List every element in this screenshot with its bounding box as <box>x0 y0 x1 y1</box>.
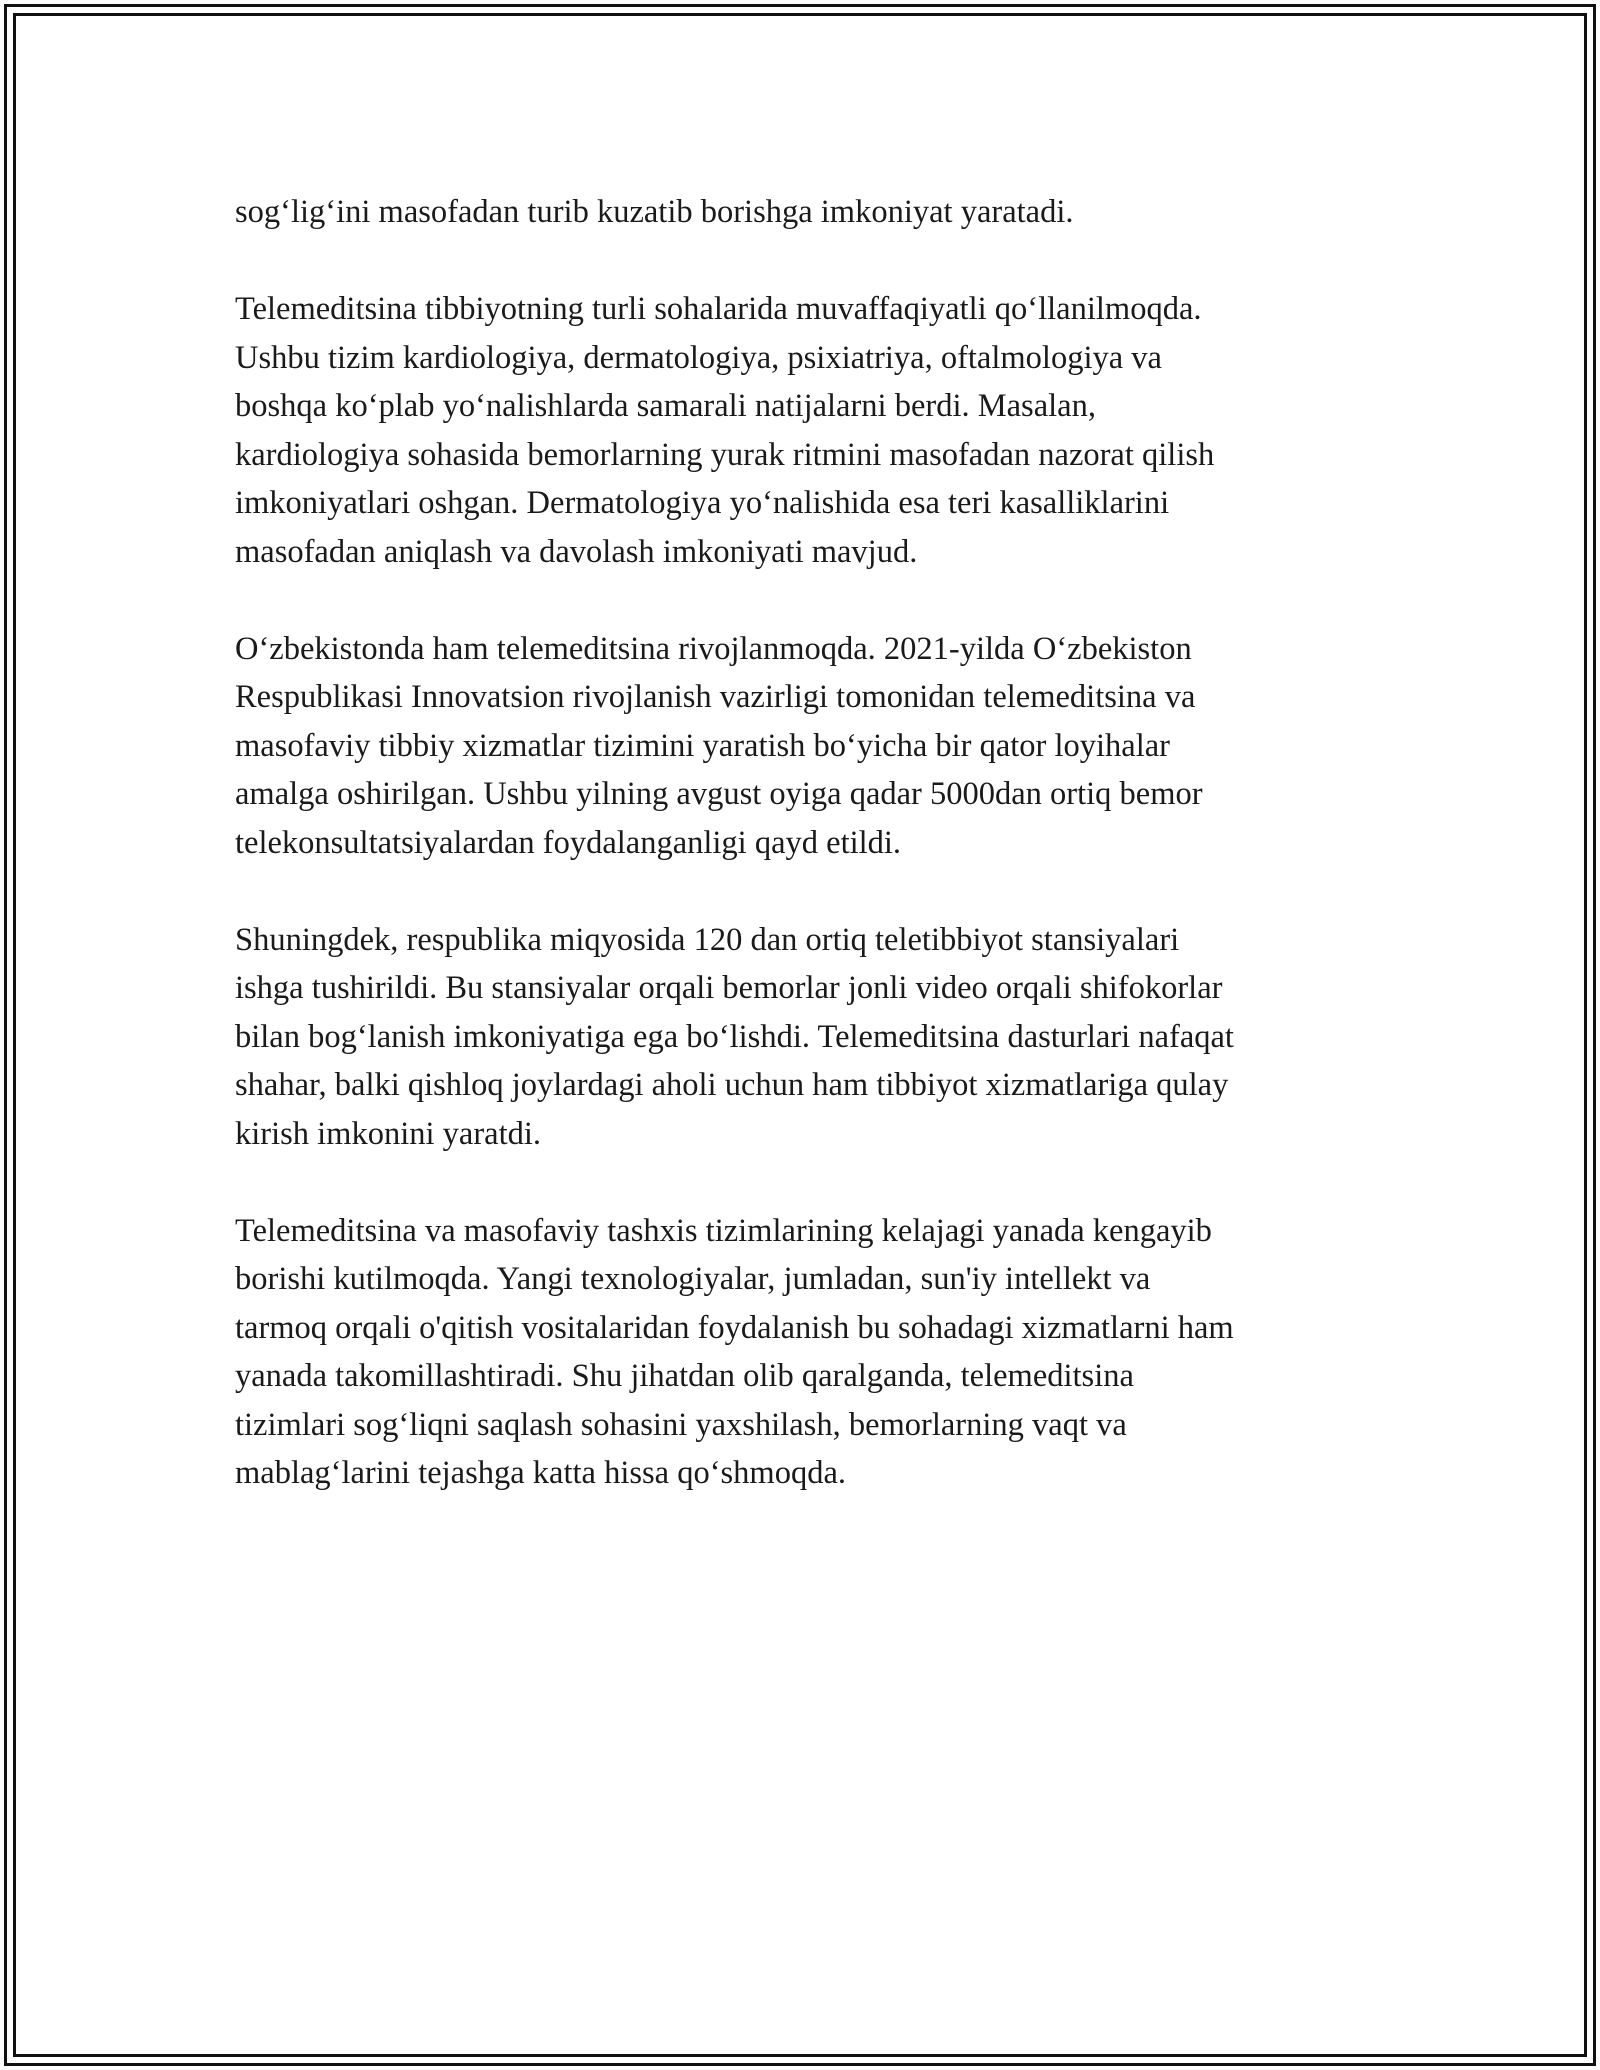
paragraph-4 <box>235 916 1385 1159</box>
text-line: masofaviy tibbiy xizmatlar tizimini yaratish bo‘yicha bir qator loyihalar <box>235 727 1171 764</box>
text-line: Respublikasi Innovatsion rivojlanish vazirligi tomonidan telemeditsina va <box>235 679 1196 715</box>
text-line: bilan bog‘lanish imkoniyatiga ega bo‘lishdi. Telemeditsina dasturlari nafaqat <box>235 1018 1234 1055</box>
text-line: tarmoq orqali o'qitish vositalaridan foydalanish bu sohadagi xizmatlarni ham <box>235 1309 1234 1346</box>
paragraph-5 <box>235 1207 1385 1498</box>
text-line: kardiologiya sohasida bemorlarning yurak ritmini masofadan nazorat qilish <box>235 436 1215 473</box>
text-line: boshqa ko‘plab yo‘nalishlarda samarali natijalarni berdi. Masalan, <box>235 388 1096 424</box>
text-line: Shuningdek, respublika miqyosida 120 dan ortiq teletibbiyot stansiyalari <box>235 921 1180 958</box>
text-line: Telemeditsina tibbiyotning turli sohalarida muvaffaqiyatli qo‘llanilmoqda. <box>235 291 1202 327</box>
text-line: imkoniyatlari oshgan. Dermatologiya yo‘nalishida esa teri kasalliklarini <box>235 485 1170 521</box>
text-line: shahar, balki qishloq joylardagi aholi uchun ham tibbiyot xizmatlariga qulay <box>235 1067 1229 1103</box>
text-line: amalga oshirilgan. Ushbu yilning avgust oyiga qadar 5000dan ortiq bemor <box>235 776 1203 812</box>
text-line: telekonsultatsiyalardan foydalanganligi qayd etildi. <box>235 824 902 861</box>
text-line: yanada takomillashtiradi. Shu jihatdan olib qaralganda, telemeditsina <box>235 1358 1134 1394</box>
paragraph-1 <box>235 188 1385 237</box>
text-line: mablag‘larini tejashga katta hissa qo‘shmoqda. <box>235 1455 847 1491</box>
text-line: Ushbu tizim kardiologiya, dermatologiya, psixiatriya, oftalmologiya va <box>235 339 1162 376</box>
text-line: masofadan aniqlash va davolash imkoniyati mavjud. <box>235 533 918 570</box>
text-line: tizimlari sog‘liqni saqlash sohasini yaxshilash, bemorlarning vaqt va <box>235 1406 1127 1443</box>
text-line: O‘zbekistonda ham telemeditsina rivojlanmoqda. 2021-yilda O‘zbekiston <box>235 630 1192 667</box>
text-line: kirish imkonini yaratdi. <box>235 1115 542 1152</box>
text-line: ishga tushirildi. Bu stansiyalar orqali bemorlar jonli video orqali shifokorlar <box>235 970 1223 1006</box>
text-line: Telemeditsina va masofaviy tashxis tizimlarining kelajagi yanada kengayib <box>235 1212 1212 1249</box>
text-line: borishi kutilmoqda. Yangi texnologiyalar, jumladan, sun'iy intellekt va <box>235 1261 1151 1297</box>
text-line: sog‘lig‘ini masofadan turib kuzatib borishga imkoniyat yaratadi. <box>235 194 1074 230</box>
paragraph-2 <box>235 285 1385 576</box>
paragraph-3 <box>235 625 1385 868</box>
document-body <box>235 188 1385 1546</box>
